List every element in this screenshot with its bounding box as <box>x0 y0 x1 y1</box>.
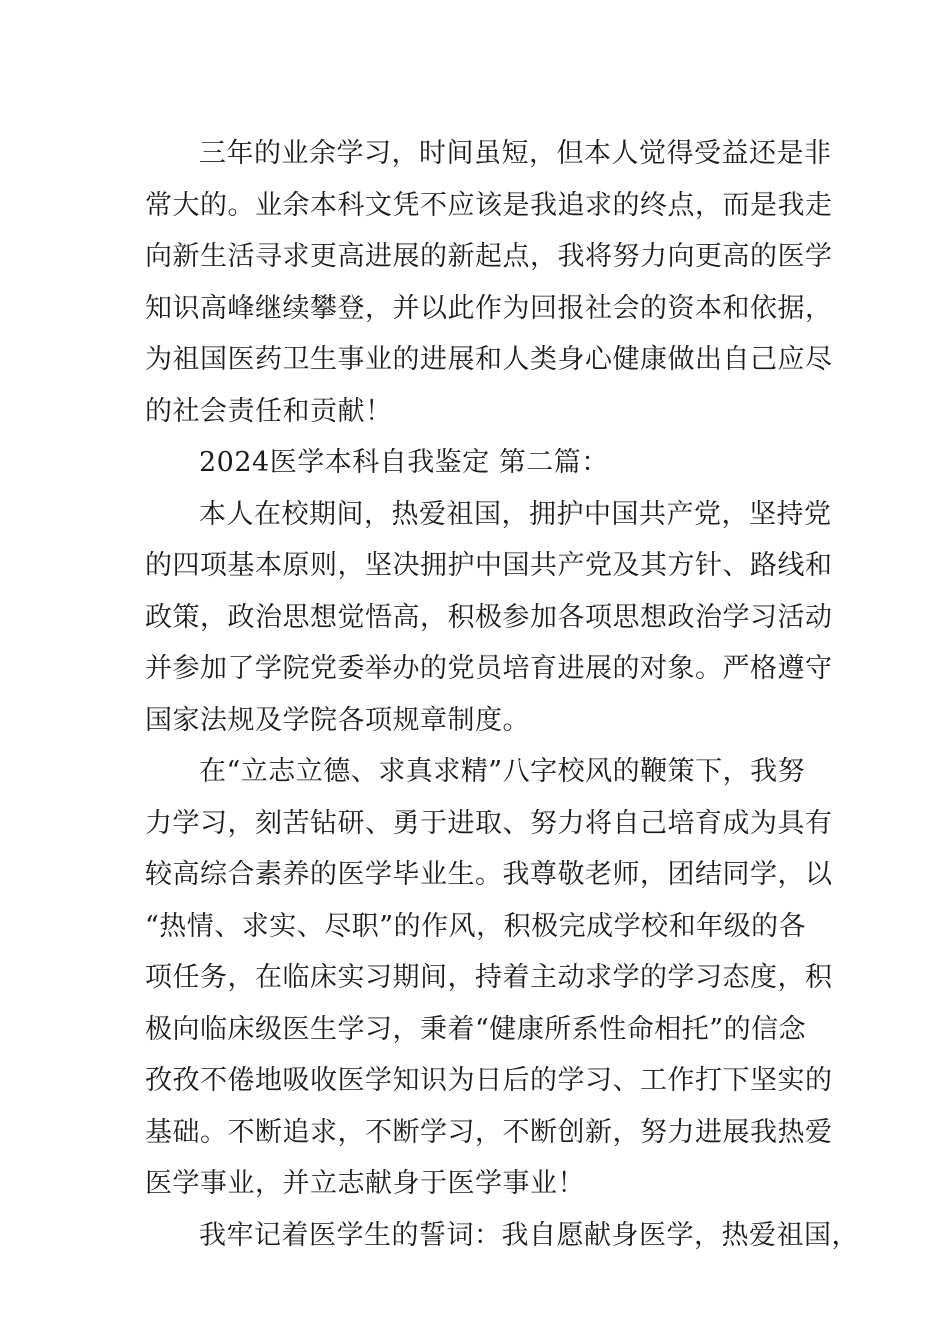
paragraph-3-line-9: 医学事业，并立志献身于医学事业！ <box>145 1168 585 1199</box>
section-heading: 2024医学本科自我鉴定 第二篇： <box>199 447 609 478</box>
document-body <box>145 128 859 1261</box>
paragraph-2-line-5: 国家法规及学院各项规章制度。 <box>145 704 530 736</box>
paragraph-1-line-5: 为祖国医药卫生事业的进展和人类身心健康做出自己应尽 <box>145 344 833 375</box>
paragraph-2-line-2: 的四项基本原则，坚决拥护中国共产党及其方针、路线和 <box>145 550 833 581</box>
paragraph-3-line-7: 孜孜不倦地吸收医学知识为日后的学习、工作打下坚实的 <box>145 1065 833 1096</box>
paragraph-3-line-4: “热情、求实、尽职”的作风，积极完成学校和年级的各 <box>145 910 807 942</box>
paragraph-3-line-2: 力学习，刻苦钻研、勇于进取、努力将自己培育成为具有 <box>145 807 833 839</box>
paragraph-1-line-6: 的社会责任和贡献！ <box>145 395 393 427</box>
paragraph-2-line-4: 并参加了学院党委举办的党员培育进展的对象。严格遵守 <box>145 653 833 684</box>
paragraph-1-line-1: 三年的业余学习，时间虽短，但本人觉得受益还是非 <box>199 138 832 169</box>
paragraph-2-line-1: 本人在校期间，热爱祖国，拥护中国共产党，坚持党 <box>199 498 832 530</box>
paragraph-2-line-3: 政策，政治思想觉悟高，积极参加各项思想政治学习活动 <box>145 601 833 633</box>
paragraph-3-line-1: 在“立志立德、求真求精”八字校风的鞭策下，我努 <box>199 756 806 787</box>
paragraph-1-line-3: 向新生活寻求更高进展的新起点，我将努力向更高的医学 <box>145 241 833 272</box>
paragraph-1-line-2: 常大的。业余本科文凭不应该是我追求的终点，而是我走 <box>145 189 833 221</box>
paragraph-3-line-8: 基础。不断追求，不断学习，不断创新，努力进展我热爱 <box>145 1116 833 1148</box>
paragraph-3-line-5: 项任务，在临床实习期间，持着主动求学的学习态度，积 <box>145 962 833 993</box>
paragraph-3-line-6: 极向临床级医生学习，秉着“健康所系性命相托”的信念 <box>145 1013 807 1045</box>
paragraph-1-line-4: 知识高峰继续攀登，并以此作为回报社会的资本和依据， <box>145 292 833 324</box>
paragraph-4-line-1: 我牢记着医学生的誓词：我自愿献身医学，热爱祖国， <box>199 1219 859 1251</box>
paragraph-3-line-3: 较高综合素养的医学毕业生。我尊敬老师，团结同学，以 <box>145 859 833 890</box>
